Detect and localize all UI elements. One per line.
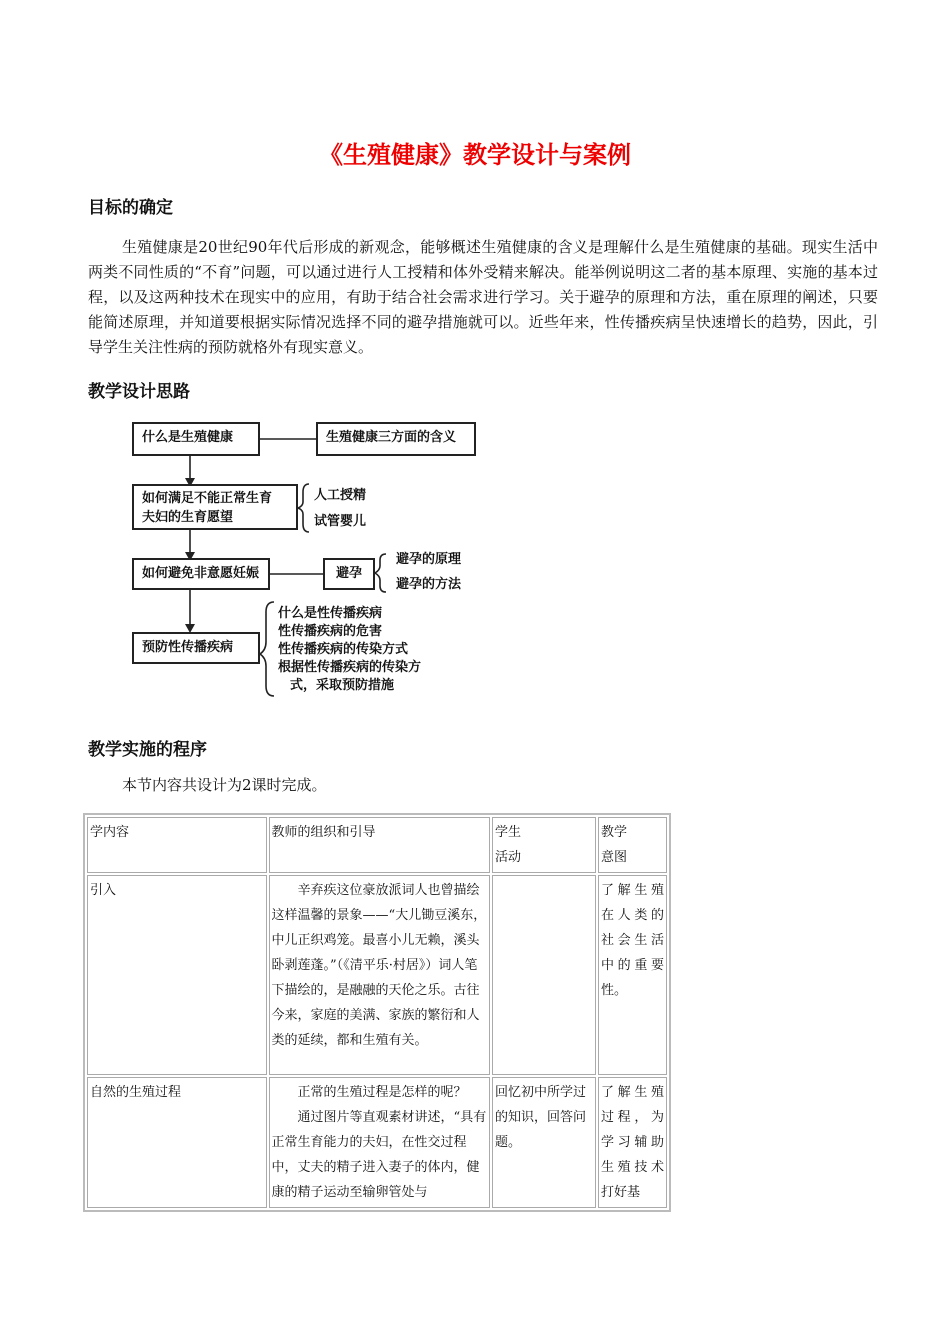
table-row bbox=[87, 1077, 667, 1208]
label-std-item-2: 性传播疾病的危害 bbox=[278, 624, 383, 639]
label-std-item-5: 式，采取预防措施 bbox=[290, 678, 395, 693]
page-title: 《生殖健康》教学设计与案例 bbox=[319, 141, 631, 169]
procedure-intro bbox=[88, 773, 878, 798]
label-std-item-1: 什么是性传播疾病 bbox=[278, 606, 383, 621]
box-what-is-reproductive-health: 什么是生殖健康 bbox=[132, 422, 260, 456]
label-contraception-principle: 避孕的原理 bbox=[396, 552, 462, 567]
section-heading-design: 教学设计思路 bbox=[88, 382, 190, 402]
box-avoid-pregnancy: 如何避免非意愿妊娠 bbox=[132, 558, 270, 590]
label-artificial-insemination: 人工授精 bbox=[314, 488, 367, 503]
row1-teacher bbox=[269, 875, 490, 1075]
row2-content: 自然的生殖过程 bbox=[87, 1077, 267, 1208]
header-intent bbox=[598, 817, 667, 873]
label-std-item-4: 根据性传播疾病的传染方 bbox=[278, 660, 422, 675]
section-heading-goals: 目标的确定 bbox=[88, 198, 173, 218]
row1-content: 引入 bbox=[87, 875, 267, 1075]
header-intent-l2: 意图 bbox=[601, 850, 628, 865]
row2-teacher bbox=[269, 1077, 490, 1208]
row2-teacher-p1: 正常的生殖过程是怎样的呢？ bbox=[297, 1085, 467, 1100]
header-student-l1: 学生 bbox=[495, 825, 522, 840]
table-row bbox=[87, 875, 667, 1075]
header-student bbox=[492, 817, 596, 873]
procedure-table bbox=[83, 813, 671, 1212]
procedure-intro-text: 本节内容共设计为2课时完成。 bbox=[122, 776, 327, 794]
header-intent-l1: 教学 bbox=[601, 825, 628, 840]
label-std-item-3: 性传播疾病的传染方式 bbox=[278, 642, 409, 657]
box-contraception: 避孕 bbox=[323, 558, 375, 590]
box-infertility bbox=[132, 484, 298, 530]
row2-teacher-p2: 通过图片等直观素材讲述，“具有正常生育能力的夫妇，在性交过程中，丈夫的精子进入妻子的体内，健康的精子运动至输卵管处与 bbox=[271, 1110, 487, 1200]
header-teacher: 教师的组织和引导 bbox=[269, 817, 490, 873]
row1-teacher-text: 辛弃疾这位豪放派词人也曾描绘这样温馨的景象——“大儿锄豆溪东，中儿正织鸡笼。最喜小儿无赖，溪头卧剥莲蓬。”（《清平乐·村居》）词人笔下描绘的，是融融的天伦之乐。古往今来，家庭的美满、家族的繁衍和人类的延续，都和生殖有关。 bbox=[271, 883, 487, 1048]
box-three-aspects: 生殖健康三方面的含义 bbox=[316, 422, 476, 456]
header-content: 学内容 bbox=[87, 817, 267, 873]
design-flow-diagram bbox=[120, 410, 490, 700]
label-contraception-method: 避孕的方法 bbox=[396, 577, 462, 592]
row1-intent: 了解生殖在人类的社会生活中的重要性。 bbox=[598, 875, 667, 1075]
table-header-row bbox=[87, 817, 667, 873]
header-student-l2: 活动 bbox=[495, 850, 522, 865]
row1-student bbox=[492, 875, 596, 1075]
section-heading-procedure: 教学实施的程序 bbox=[88, 740, 207, 760]
box-infertility-line1: 如何满足不能正常生育 bbox=[142, 491, 273, 506]
label-test-tube-baby: 试管婴儿 bbox=[314, 514, 367, 529]
goals-paragraph bbox=[88, 235, 878, 360]
box-prevent-std: 预防性传播疾病 bbox=[132, 632, 260, 664]
row2-student: 回忆初中所学过的知识，回答问题。 bbox=[492, 1077, 596, 1208]
row2-intent: 了解生殖过程，为学习辅助生殖技术打好基 bbox=[598, 1077, 667, 1208]
goals-text: 生殖健康是20世纪90年代后形成的新观念，能够概述生殖健康的含义是理解什么是生殖健康的基础。现实生活中两类不同性质的“不育”问题，可以通过进行人工授精和体外受精来解决。能举例说明这二者的基本原理、实施的基本过程，以及这两种技术在现实中的应用，有助于结合社会需求进行学习。关于避孕的原理和方法，重在原理的阐述，只要能简述原理，并知道要根据实际情况选择不同的避孕措施就可以。近些年来，性传播疾病呈快速增长的趋势，因此，引导学生关注性病的预防就格外有现实意义。 bbox=[88, 238, 878, 356]
box-infertility-line2: 夫妇的生育愿望 bbox=[142, 510, 234, 525]
